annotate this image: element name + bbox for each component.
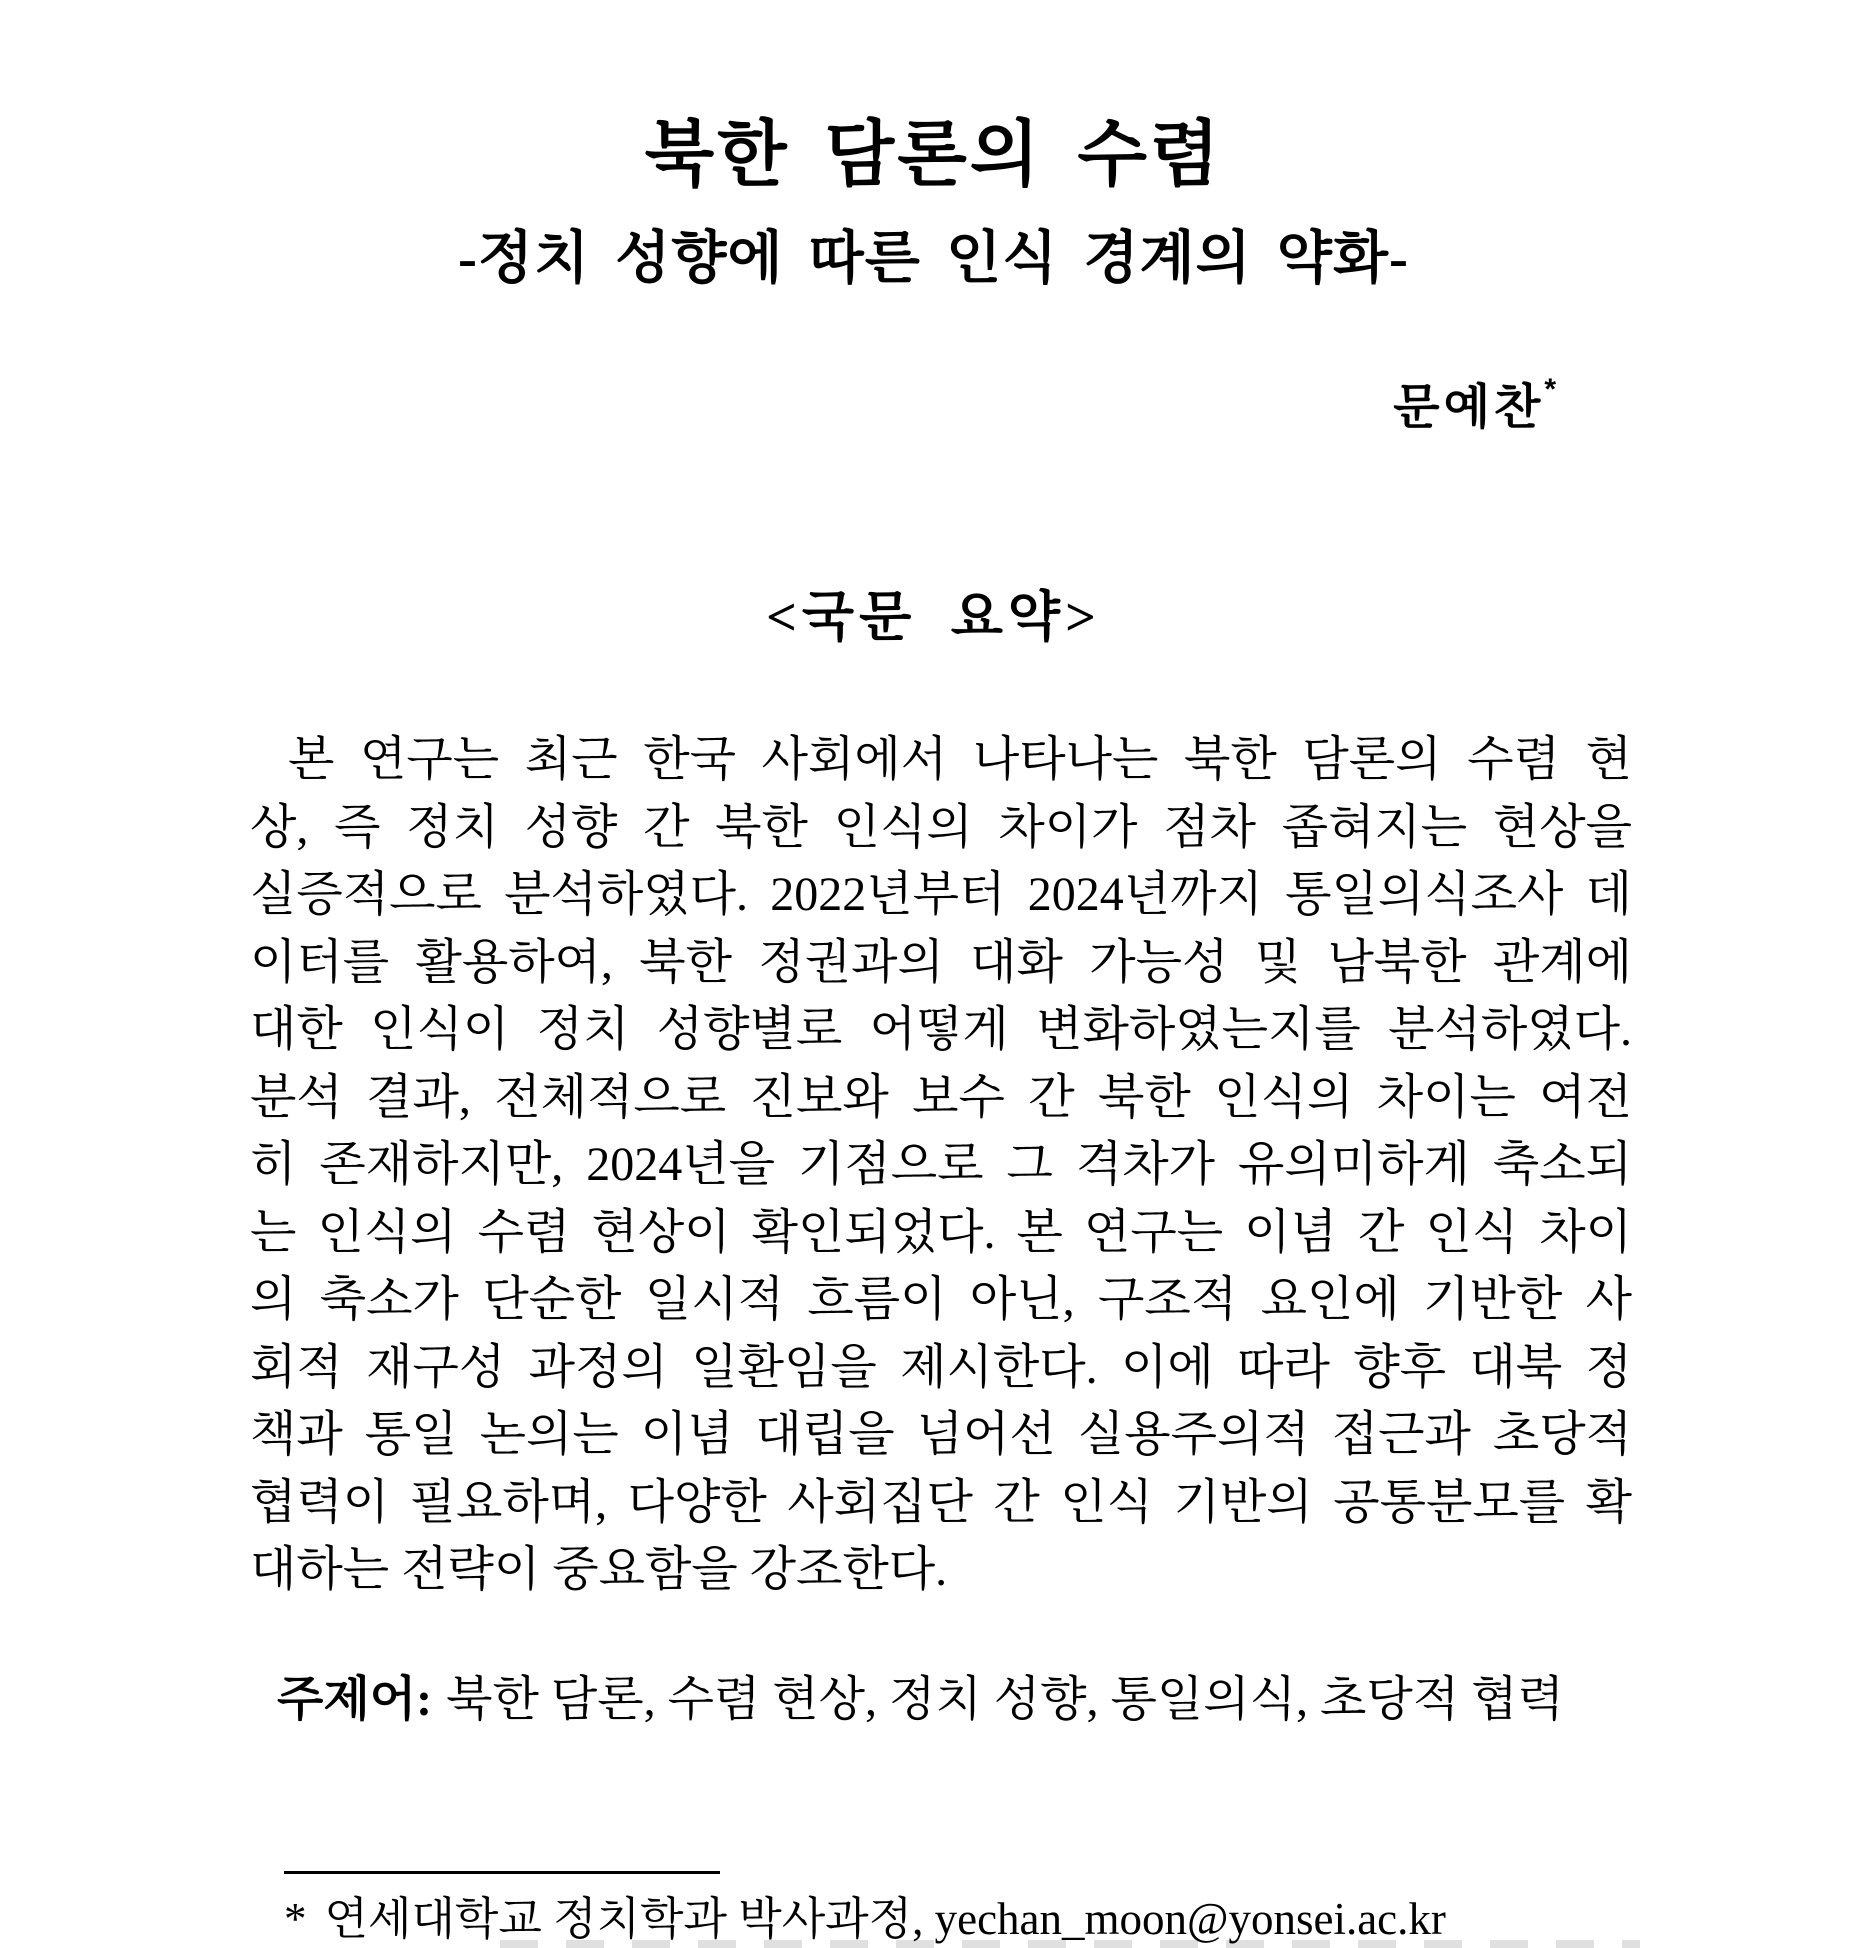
author-name: 문예찬 bbox=[1393, 381, 1545, 434]
abstract-line: 협력이 필요하며, 다양한 사회집단 간 인식 기반의 공통분모를 확 bbox=[250, 1475, 1632, 1529]
paper-title: 북한 담론의 수렴 bbox=[644, 115, 1223, 195]
abstract-line: 본 연구는 최근 한국 사회에서 나타나는 북한 담론의 수렴 현 bbox=[288, 733, 1632, 786]
keywords-label: 주제어: bbox=[277, 1673, 433, 1726]
keywords-text: 북한 담론, 수렴 현상, 정치 성향, 통일의식, 초당적 협력 bbox=[446, 1673, 1564, 1726]
keywords-line bbox=[250, 1660, 1632, 1729]
abstract-line: 상, 즉 정치 성향 간 북한 인식의 차이가 점차 좁혀지는 현상을 bbox=[250, 800, 1632, 854]
abstract-heading: <국문 요약> bbox=[766, 587, 1101, 647]
abstract-line: 실증적으로 분석하였다. 2022년부터 2024년까지 통일의식조사 데 bbox=[250, 868, 1632, 921]
abstract-line: 책과 통일 논의는 이념 대립을 넘어선 실용주의적 접근과 초당적 bbox=[250, 1408, 1632, 1461]
abstract-line: 의 축소가 단순한 일시적 흐름이 아닌, 구조적 요인에 기반한 사 bbox=[250, 1273, 1632, 1326]
abstract-line: 히 존재하지만, 2024년을 기점으로 그 격차가 유의미하게 축소되 bbox=[250, 1138, 1632, 1191]
abstract-line: 는 인식의 수렴 현상이 확인되었다. 본 연구는 이념 간 인식 차이 bbox=[250, 1205, 1632, 1259]
author-footnote-marker: * bbox=[1544, 373, 1556, 406]
abstract-paragraph bbox=[250, 726, 1632, 1604]
abstract-line: 대한 인식이 정치 성향별로 어떻게 변화하였는지를 분석하였다. bbox=[250, 1003, 1632, 1056]
paper-subtitle: -정치 성향에 따른 인식 경계의 약화- bbox=[457, 227, 1410, 290]
footnote-text: 연세대학교 정치학과 박사과정, yechan_moon@yonsei.ac.kr bbox=[324, 1894, 1446, 1944]
abstract-line: 회적 재구성 과정의 일환임을 제시한다. 이에 따라 향후 대북 정 bbox=[250, 1340, 1632, 1394]
footnote-separator-rule bbox=[284, 1871, 720, 1874]
author-line bbox=[1393, 368, 1556, 437]
page-bottom-crop-artifact bbox=[500, 1940, 1640, 1948]
abstract-line: 대하는 전략이 중요함을 강조한다. bbox=[250, 1543, 948, 1596]
abstract-line: 분석 결과, 전체적으로 진보와 보수 간 북한 인식의 차이는 여전 bbox=[250, 1070, 1632, 1124]
footnote-marker: * bbox=[284, 1894, 307, 1944]
abstract-line: 이터를 활용하여, 북한 정권과의 대화 가능성 및 남북한 관계에 bbox=[250, 935, 1632, 989]
